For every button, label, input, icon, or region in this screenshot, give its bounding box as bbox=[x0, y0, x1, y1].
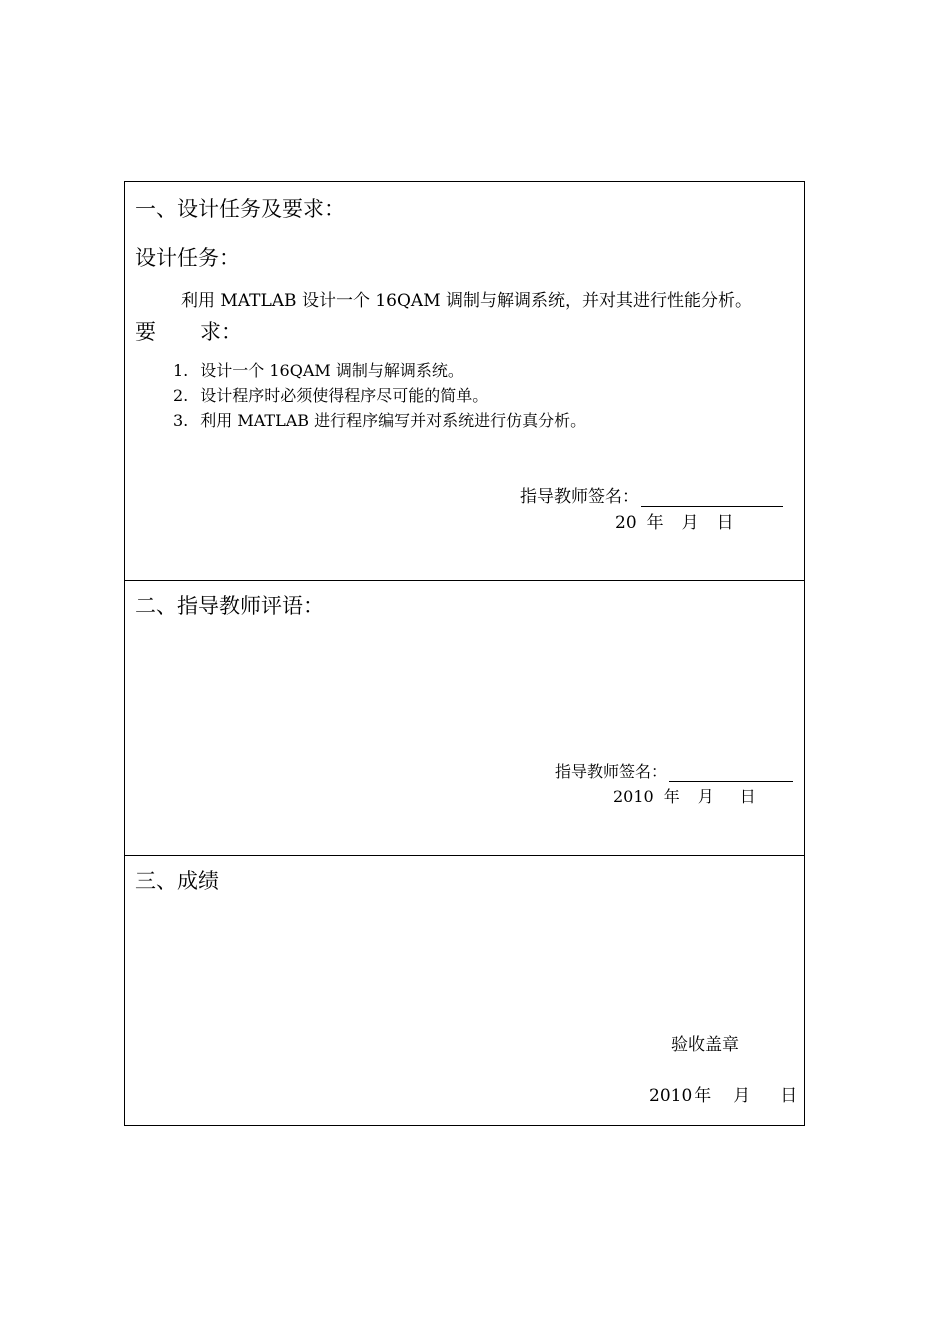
signature-label: 指导教师签名： bbox=[520, 487, 639, 507]
requirement-number: 2. bbox=[173, 386, 189, 405]
task-description: 利用 MATLAB 设计一个 16QAM 调制与解调系统，并对其进行性能分析。 bbox=[181, 291, 753, 311]
requirement-item bbox=[173, 408, 586, 431]
requirement-number: 1. bbox=[173, 361, 189, 380]
date-day-unit: 日 bbox=[780, 1086, 798, 1106]
date-year-unit: 年 bbox=[663, 787, 680, 806]
requirement-number: 3. bbox=[173, 411, 189, 430]
task-heading: 设计任务： bbox=[135, 246, 240, 270]
design-task-section bbox=[125, 182, 804, 581]
date-year-unit: 年 bbox=[646, 513, 664, 533]
signature-date bbox=[613, 784, 756, 807]
grade-date bbox=[649, 1081, 797, 1106]
requirements-label-part2: 求： bbox=[200, 320, 242, 344]
date-month-unit: 月 bbox=[733, 1086, 751, 1106]
date-day-unit: 日 bbox=[716, 513, 734, 533]
supervisor-signature bbox=[520, 482, 783, 507]
requirement-item bbox=[173, 383, 488, 406]
signature-date bbox=[615, 508, 734, 533]
requirement-text: 设计程序时必须使得程序尽可能的简单。 bbox=[200, 386, 489, 405]
requirements-label-part1: 要 bbox=[135, 320, 156, 344]
signature-label: 指导教师签名： bbox=[555, 762, 668, 781]
date-month-unit: 月 bbox=[697, 787, 714, 806]
acceptance-stamp-label: 验收盖章 bbox=[671, 1035, 739, 1055]
supervisor-comments-section bbox=[125, 581, 804, 856]
grade-section bbox=[125, 856, 804, 1125]
date-year-unit: 年 bbox=[694, 1086, 712, 1106]
signature-line bbox=[669, 780, 793, 782]
requirement-item bbox=[173, 358, 464, 381]
requirement-text: 设计一个 16QAM 调制与解调系统。 bbox=[200, 361, 464, 380]
signature-line bbox=[641, 505, 783, 507]
requirement-text: 利用 MATLAB 进行程序编写并对系统进行仿真分析。 bbox=[200, 411, 587, 430]
date-month-unit: 月 bbox=[681, 513, 699, 533]
section3-heading: 三、成绩 bbox=[135, 869, 219, 893]
date-day-unit: 日 bbox=[739, 787, 756, 806]
supervisor-signature bbox=[555, 759, 793, 782]
evaluation-form bbox=[124, 181, 805, 1126]
date-year: 2010 bbox=[613, 787, 654, 806]
date-year: 20 bbox=[615, 513, 637, 533]
section2-heading: 二、指导教师评语： bbox=[135, 594, 324, 618]
section1-heading: 一、设计任务及要求： bbox=[135, 197, 345, 221]
requirements-label bbox=[135, 316, 242, 346]
date-year: 2010 bbox=[649, 1086, 693, 1106]
